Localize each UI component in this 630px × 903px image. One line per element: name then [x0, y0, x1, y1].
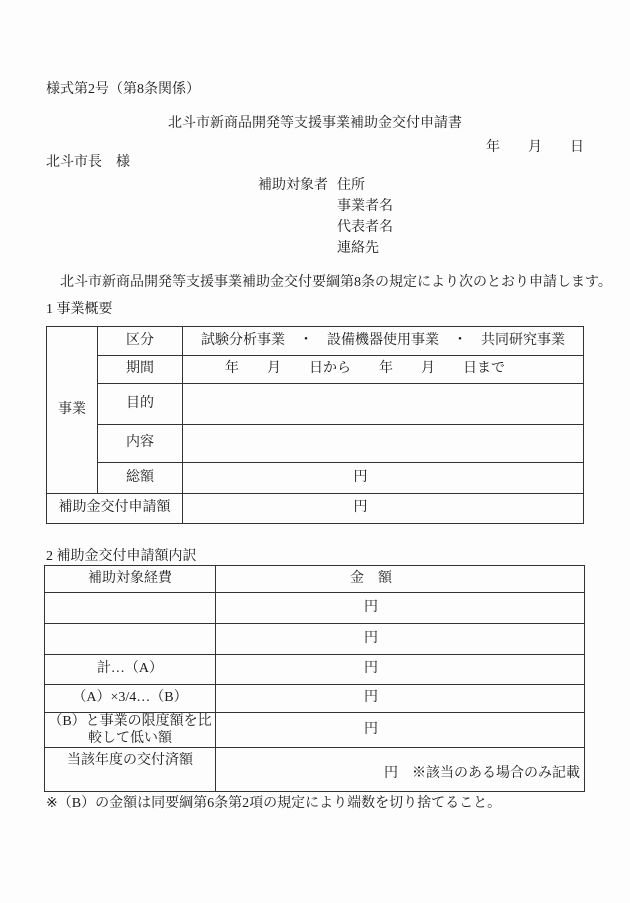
total-value-cell: 円 — [183, 463, 584, 494]
table-row — [47, 494, 584, 524]
purpose-label-cell: 目的 — [98, 384, 183, 425]
table-row — [47, 356, 584, 384]
category-options-cell: 試験分析事業 ・ 設備機器使用事業 ・ 共同研究事業 — [183, 327, 584, 356]
applicant-field-contact: 連絡先 — [337, 241, 379, 256]
table-row — [45, 593, 585, 624]
applicant-field-address: 住所 — [337, 178, 365, 193]
category-label-cell: 区分 — [98, 327, 183, 356]
content-value-cell — [183, 425, 584, 463]
project-group-label-cell: 事業 — [47, 327, 98, 494]
calc-b-label-cell: （A）×3/4…（B） — [45, 685, 216, 713]
table-row — [45, 748, 585, 792]
purpose-value-cell — [183, 384, 584, 425]
table-row — [45, 655, 585, 685]
grant-request-label-cell: 補助金交付申請額 — [47, 494, 183, 524]
lower-amount-label-cell: （B）と事業の限度額を比較して低い額 — [45, 713, 216, 748]
amount-header-cell: 金 額 — [216, 566, 585, 593]
total-label-cell: 総額 — [98, 463, 183, 494]
amount-cell: 円 — [216, 655, 585, 685]
addressee: 北斗市長 様 — [46, 155, 130, 170]
applicant-block — [258, 175, 584, 259]
table-row — [45, 624, 585, 655]
breakdown-table — [44, 565, 585, 792]
applicant-row-address — [258, 175, 584, 196]
table-row — [47, 384, 584, 425]
applicant-label: 補助対象者 — [258, 178, 328, 193]
expense-header-cell: 補助対象経費 — [45, 566, 216, 593]
section2-heading: 2 補助金交付申請額内訳 — [46, 549, 197, 564]
table-row — [47, 327, 584, 356]
document-title: 北斗市新商品開発等支援事業補助金交付申請書 — [168, 116, 462, 131]
amount-cell: 円 — [216, 624, 585, 655]
grant-request-value-cell: 円 — [183, 494, 584, 524]
granted-amount-value-cell: 円 ※該当のある場合のみ記載 — [216, 748, 585, 792]
amount-cell: 円 — [216, 685, 585, 713]
form-number: 様式第2号（第8条関係） — [46, 82, 200, 97]
rounding-note: ※（B）の金額は同要綱第6条第2項の規定により端数を切り捨てること。 — [46, 796, 502, 811]
applicant-field-representative: 代表者名 — [337, 220, 393, 235]
subtotal-a-label-cell: 計…（A） — [45, 655, 216, 685]
table-row — [45, 685, 585, 713]
table-row — [47, 463, 584, 494]
table-row — [47, 425, 584, 463]
table-row — [45, 713, 585, 748]
applicant-field-business-name: 事業者名 — [337, 199, 393, 214]
amount-cell: 円 — [216, 713, 585, 748]
period-value-cell: 年 月 日から 年 月 日まで — [183, 356, 584, 384]
table-header-row — [45, 566, 585, 593]
granted-amount-label-cell: 当該年度の交付済額 — [45, 748, 216, 792]
application-statement: 北斗市新商品開発等支援事業補助金交付要綱第8条の規定により次のとおり申請します。 — [46, 275, 612, 290]
period-label-cell: 期間 — [98, 356, 183, 384]
date-line: 年 月 日 — [486, 140, 584, 155]
section1-heading: 1 事業概要 — [46, 302, 113, 317]
expense-label-cell — [45, 624, 216, 655]
amount-cell: 円 — [216, 593, 585, 624]
project-overview-table — [46, 326, 584, 524]
content-label-cell: 内容 — [98, 425, 183, 463]
expense-label-cell — [45, 593, 216, 624]
